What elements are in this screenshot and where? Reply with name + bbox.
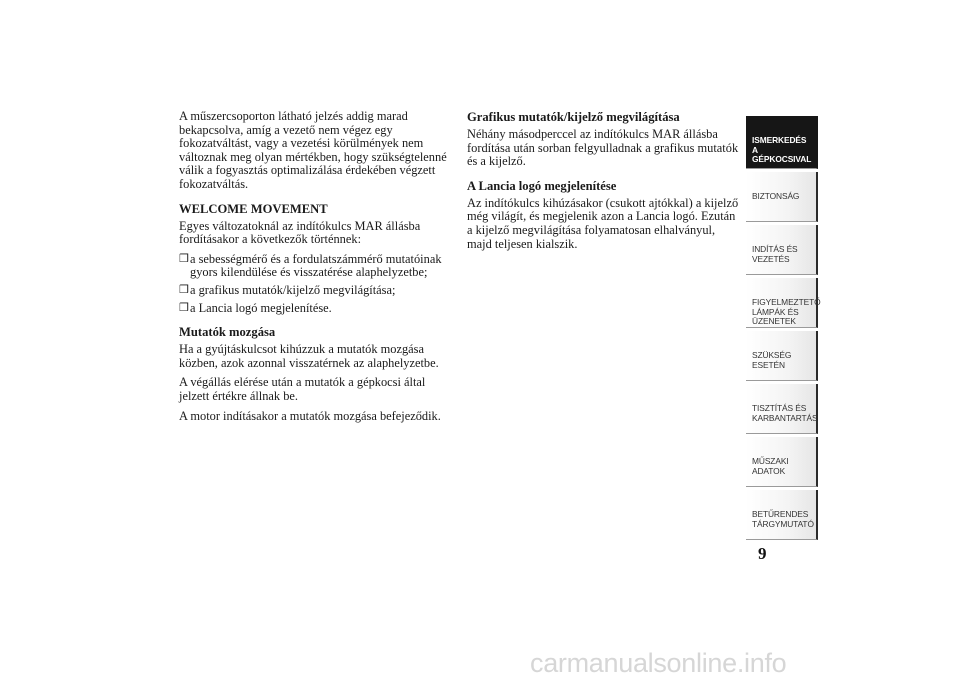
mutatok-mozgasa-heading: Mutatók mozgása: [179, 325, 276, 340]
grafikus-heading: Grafikus mutatók/kijelző megvilágítása: [467, 110, 680, 124]
list-item: [179, 253, 454, 280]
tab-inditas-es-vezetes[interactable]: INDÍTÁS ÉS VEZETÉS: [746, 225, 818, 275]
intro-paragraph: A műszercsoporton látható jelzés addig marad bekapcsolva, amíg a vezető nem végez egy fokozatváltást, vagy a vezetési körülmények nem változnak meg olyan mértékben, hogy szükségtelenné válik a fogyasztás optimalizálása érdekében végzett fokozatváltás.: [179, 109, 447, 191]
tab-szukseg-eseten[interactable]: SZÜKSÉG ESETÉN: [746, 331, 818, 381]
bullet-text: a grafikus mutatók/kijelző megvilágítása;: [190, 282, 396, 297]
welcome-movement-heading: WELCOME MOVEMENT: [179, 201, 328, 216]
checkbox-bullet-icon: ❒: [179, 252, 189, 265]
tab-targymutato[interactable]: BETŰRENDES TÁRGYMUTATÓ: [746, 490, 818, 540]
watermark: carmanualsonline.info: [530, 648, 787, 678]
tab-muszaki-adatok[interactable]: MŰSZAKI ADATOK: [746, 437, 818, 487]
mutatok-paragraph-2: A végállás elérése után a mutatók a gépkocsi által jelzett értékre állnak be.: [179, 375, 426, 403]
checkbox-bullet-icon: ❒: [179, 301, 189, 314]
bullet-text: a sebességmérő és a fordulatszámmérő mutatóinak gyors kilendülése és visszatérése alaphelyzetbe;: [190, 251, 442, 280]
mutatok-paragraph-1: Ha a gyújtáskulcsot kihúzzuk a mutatók mozgása közben, azok azonnal visszatérnek az alaphelyzetbe.: [179, 342, 439, 370]
tab-figyelmezteto-lampak[interactable]: FIGYELMEZTETŐ LÁMPÁK ÉS ÜZENETEK: [746, 278, 818, 328]
welcome-bullet-list: [179, 253, 454, 315]
left-column: [179, 110, 454, 429]
welcome-movement-text: Egyes változatoknál az indítókulcs MAR állásba fordításakor a következők történnek:: [179, 218, 421, 247]
lancia-logo-heading: A Lancia logó megjelenítése: [467, 178, 617, 193]
mutatok-paragraph-3: A motor indításakor a mutatók mozgása befejeződik.: [179, 408, 441, 423]
page-number: 9: [758, 544, 767, 563]
lancia-logo-text: Az indítókulcs kihúzásakor (csukott ajtókkal) a kijelző még világít, és megjelenik azon a Lancia logó. Ezután a kijelző megvilágítása folyamatosan elhalványul, majd teljesen kialszik.: [467, 195, 739, 251]
tab-biztonsag[interactable]: BIZTONSÁG: [746, 172, 818, 222]
list-item: [179, 284, 454, 298]
tab-ismerkedes[interactable]: ISMERKEDÉS A GÉPKOCSIVAL: [746, 116, 818, 169]
tab-tisztitas-karbantartas[interactable]: TISZTÍTÁS ÉS KARBANTARTÁS: [746, 384, 818, 434]
bullet-text: a Lancia logó megjelenítése.: [190, 300, 332, 315]
right-column: [467, 110, 739, 257]
grafikus-text: Néhány másodperccel az indítókulcs MAR állásba fordítása után sorban felgyulladnak a grafikus mutatók és a kijelző.: [467, 127, 739, 169]
chapter-tab-nav: [746, 116, 821, 543]
checkbox-bullet-icon: ❒: [179, 283, 189, 296]
list-item: [179, 302, 454, 316]
